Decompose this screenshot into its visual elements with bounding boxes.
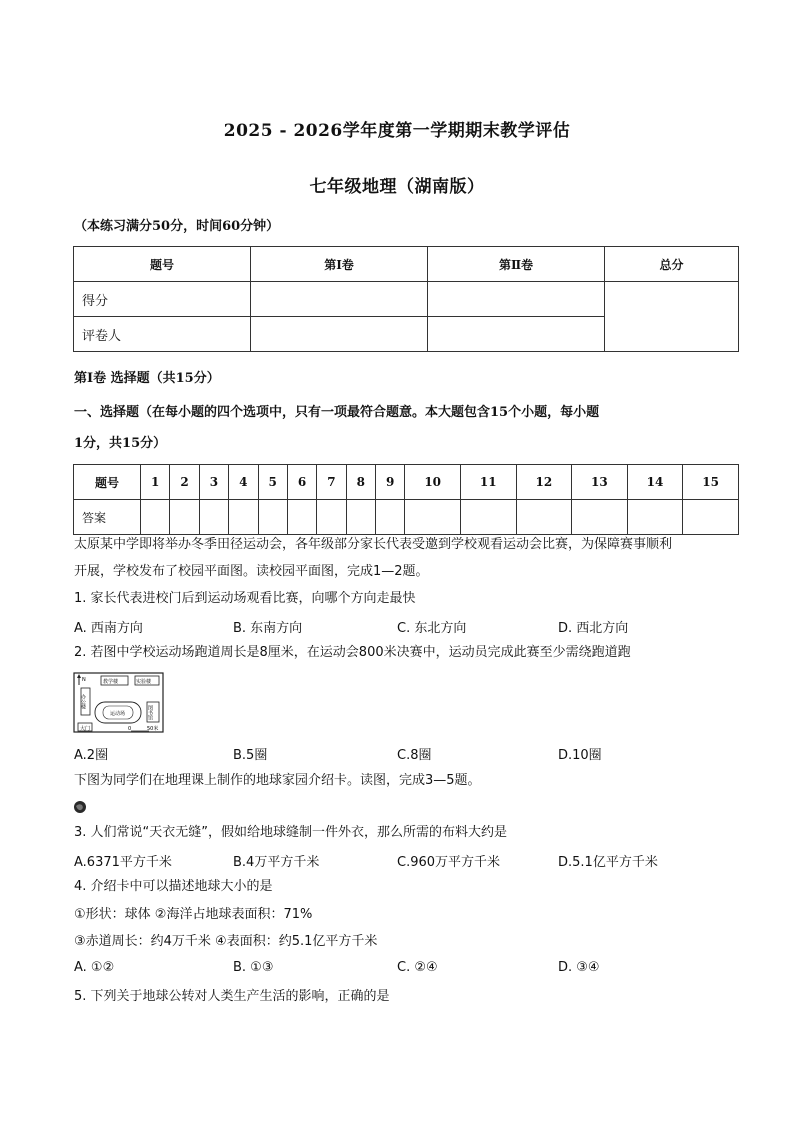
question-5-stem: 5. 下列关于地球公转对人类生产生活的影响，正确的是 [74, 989, 390, 1004]
score-row-label: 得分 [74, 282, 251, 317]
question-4-option-b[interactable]: B. ①③ [233, 960, 274, 975]
answer-cell[interactable] [287, 500, 316, 535]
question-4-option-a[interactable]: A. ①② [74, 960, 115, 975]
question-1-option-b[interactable]: B. 东南方向 [233, 621, 303, 636]
answer-cell[interactable] [405, 500, 461, 535]
map-gate-label: 大门 [80, 726, 91, 732]
score-cell[interactable] [251, 282, 428, 317]
exam-note: （本练习满分50分，时间60分钟） [74, 219, 280, 234]
answer-table-number: 2 [170, 465, 199, 500]
score-table [73, 246, 739, 352]
score-header-total: 总分 [605, 247, 739, 282]
answer-table-answer-label: 答案 [74, 500, 141, 535]
map-building-2-label: 实验楼 [136, 679, 152, 685]
grader-cell[interactable] [428, 317, 605, 352]
answer-table-number-label: 题号 [74, 465, 141, 500]
answer-cell[interactable] [627, 500, 683, 535]
campus-map-figure [73, 672, 165, 734]
answer-cell[interactable] [572, 500, 628, 535]
map-building-4-label: 图书馆 [147, 705, 153, 720]
question-4-stem: 4. 介绍卡中可以描述地球大小的是 [74, 879, 273, 894]
earth-card-icon [73, 800, 87, 814]
answer-cell[interactable] [141, 500, 170, 535]
answer-cell[interactable] [376, 500, 405, 535]
answer-cell[interactable] [317, 500, 346, 535]
document-subtitle: 七年级地理（湖南版） [309, 177, 485, 197]
map-scale-label: 50米 [147, 726, 159, 732]
score-header-part2: 第Ⅱ卷 [428, 247, 605, 282]
map-building-1-label: 教学楼 [103, 679, 119, 685]
answer-table-number: 5 [258, 465, 287, 500]
question-4-option-d[interactable]: D. ③④ [558, 960, 600, 975]
answer-cell[interactable] [258, 500, 287, 535]
answer-table-number: 3 [199, 465, 228, 500]
score-header-number: 题号 [74, 247, 251, 282]
north-label: N [82, 677, 86, 683]
passage-intro-1: 太原某中学即将举办冬季田径运动会，各年级部分家长代表受邀到学校观看运动会比赛，为保障赛事顺利 [74, 537, 673, 552]
question-2-option-a[interactable]: A.2圈 [74, 748, 109, 763]
answer-table-number: 4 [229, 465, 258, 500]
answer-cell[interactable] [229, 500, 258, 535]
answer-table-number: 7 [317, 465, 346, 500]
part1-title: 第Ⅰ卷 选择题（共15分） [74, 371, 220, 386]
total-score-cell[interactable] [605, 282, 739, 352]
question-1-option-c[interactable]: C. 东北方向 [397, 621, 467, 636]
answer-table-number: 9 [376, 465, 405, 500]
document-title: 2025 - 2026学年度第一学期期末教学评估 [223, 121, 571, 141]
question-2-option-c[interactable]: C.8圈 [397, 748, 432, 763]
answer-cell[interactable] [346, 500, 375, 535]
question-4-statement-line-2: ③赤道周长：约4万千米 ④表面积：约5.1亿平方千米 [74, 934, 378, 949]
section1-instructions-cont: 1分，共15分） [74, 436, 167, 451]
question-2-option-d[interactable]: D.10圈 [558, 748, 602, 763]
answer-table-number: 12 [516, 465, 572, 500]
passage-intro-1-cont: 开展，学校发布了校园平面图。读校园平面图，完成1—2题。 [74, 564, 429, 579]
answer-table-number: 10 [405, 465, 461, 500]
answer-table-number: 1 [141, 465, 170, 500]
answer-cell[interactable] [170, 500, 199, 535]
grader-cell[interactable] [251, 317, 428, 352]
answer-table-number: 15 [683, 465, 739, 500]
grader-row-label: 评卷人 [74, 317, 251, 352]
question-4-option-c[interactable]: C. ②④ [397, 960, 438, 975]
answer-table [73, 464, 739, 535]
question-1-stem: 1. 家长代表进校门后到运动场观看比赛，向哪个方向走最快 [74, 591, 416, 606]
question-1-option-a[interactable]: A. 西南方向 [74, 621, 143, 636]
map-building-3-label: 办公楼 [80, 694, 86, 709]
answer-cell[interactable] [199, 500, 228, 535]
map-scale-zero: 0 [128, 726, 132, 732]
score-header-part1: 第Ⅰ卷 [251, 247, 428, 282]
question-3-stem: 3. 人们常说“天衣无缝”，假如给地球缝制一件外衣，那么所需的布料大约是 [74, 825, 508, 840]
passage-intro-2: 下图为同学们在地理课上制作的地球家园介绍卡。读图，完成3—5题。 [74, 773, 481, 788]
question-2-option-b[interactable]: B.5圈 [233, 748, 268, 763]
question-1-option-d[interactable]: D. 西北方向 [558, 621, 629, 636]
answer-cell[interactable] [516, 500, 572, 535]
answer-table-number: 8 [346, 465, 375, 500]
question-4-statement-line-1: ①形状：球体 ②海洋占地球表面积：71% [74, 907, 313, 922]
score-cell[interactable] [428, 282, 605, 317]
answer-table-number: 11 [460, 465, 516, 500]
question-3-option-c[interactable]: C.960万平方千米 [397, 855, 501, 870]
answer-table-number: 6 [287, 465, 316, 500]
question-3-option-b[interactable]: B.4万平方千米 [233, 855, 320, 870]
question-2-stem: 2. 若图中学校运动场跑道周长是8厘米，在运动会800米决赛中，运动员完成此赛至少需绕跑道跑 [74, 645, 631, 660]
section1-instructions: 一、选择题（在每小题的四个选项中，只有一项最符合题意。本大题包含15个小题，每小题 [74, 405, 600, 420]
map-sports-field-label: 运动场 [110, 711, 126, 717]
question-3-option-a[interactable]: A.6371平方千米 [74, 855, 172, 870]
question-3-option-d[interactable]: D.5.1亿平方千米 [558, 855, 658, 870]
answer-cell[interactable] [683, 500, 739, 535]
answer-table-number: 14 [627, 465, 683, 500]
answer-cell[interactable] [460, 500, 516, 535]
answer-table-number: 13 [572, 465, 628, 500]
